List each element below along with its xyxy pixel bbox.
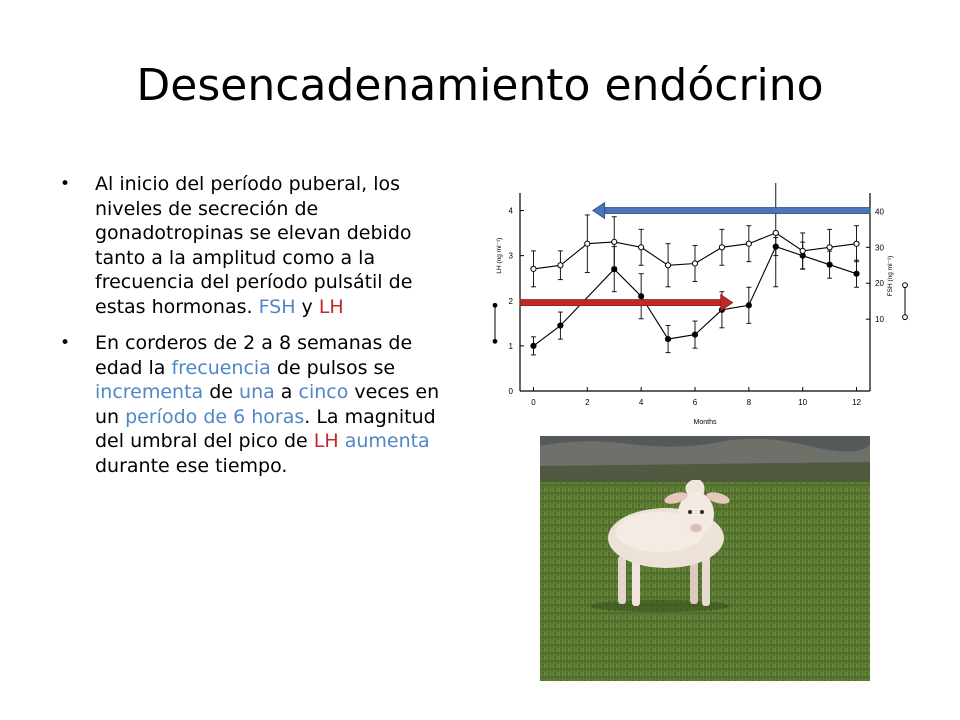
x-tick-label: 4 (638, 398, 644, 407)
bullet-marker: • (60, 174, 71, 194)
bullet-text-segment: LH (318, 295, 344, 318)
fsh-data-point (800, 248, 805, 253)
bullet-text-segment: durante ese tiempo. (95, 454, 288, 477)
bullet-item (58, 172, 458, 319)
x-axis-label: Months (693, 419, 717, 426)
bullet-text-segment: una (239, 381, 275, 403)
x-tick-label: 0 (531, 398, 536, 407)
lh-data-point (854, 271, 859, 276)
left-axis-label: LH (ng ml⁻¹) (496, 237, 503, 274)
right-tick-label: 20 (875, 279, 884, 289)
bullet-text-segment: de (203, 381, 240, 403)
bullet-text-segment: y (295, 295, 319, 318)
lh-fsh-chart (485, 183, 930, 433)
fsh-data-point (773, 230, 778, 235)
left-tick-label: 1 (508, 341, 513, 351)
lh-data-point (692, 332, 697, 337)
fsh-data-point (639, 245, 644, 250)
lh-data-point (746, 303, 751, 308)
bullet-item (58, 331, 458, 478)
bullet-marker: • (60, 333, 71, 353)
x-tick-label: 8 (746, 398, 752, 407)
lh-data-point (665, 337, 670, 342)
lh-legend-marker (493, 303, 498, 308)
fsh-data-point (612, 239, 617, 244)
left-tick-label: 3 (508, 251, 513, 261)
bullet-text-segment: Al inicio del período puberal, los niveles de secreción de gonadotropinas se elevan debido tanto a la amplitud como a la frecuencia del período pulsátil de estas hormonas. (95, 173, 413, 318)
bullet-text-segment: . La magnitud del umbral del pico de (95, 405, 436, 452)
right-tick-label: 40 (875, 207, 884, 217)
lh-trend-arrow (520, 295, 733, 311)
x-tick-label: 6 (692, 398, 698, 407)
fsh-data-point (585, 241, 590, 246)
lh-legend-marker (493, 339, 498, 344)
x-tick-label: 10 (798, 398, 808, 407)
fsh-trend-arrow-head (593, 203, 605, 219)
x-tick-label: 12 (852, 398, 861, 407)
lamb-photo (540, 436, 870, 681)
bullet-text-segment: En corderos de 2 a 8 semanas de edad la (95, 332, 413, 379)
fsh-data-point (746, 241, 751, 246)
fsh-data-point (719, 245, 724, 250)
right-axis-label: FSH (ng ml⁻¹) (887, 255, 894, 297)
fsh-data-point (558, 263, 563, 268)
bullet-text-segment: período de 6 horas (125, 405, 305, 428)
fsh-trend-arrow (593, 203, 870, 219)
fsh-legend-marker (903, 315, 908, 320)
fsh-legend-marker (903, 283, 908, 288)
fsh-trend-arrow-shaft (605, 208, 870, 214)
fsh-data-point (531, 266, 536, 271)
lh-data-point (531, 343, 536, 348)
fsh-data-point (665, 263, 670, 268)
bullet-text-segment: de pulsos se (270, 356, 396, 379)
left-tick-label: 4 (508, 206, 513, 216)
bullet-text-segment: LH (313, 430, 339, 452)
fsh-data-point (827, 245, 832, 250)
fsh-data-point (692, 261, 697, 266)
bullet-text-segment: aumenta (344, 430, 430, 452)
bullet-text-segment: FSH (258, 295, 296, 318)
x-tick-label: 2 (585, 398, 590, 407)
bullet-text-segment: frecuencia (171, 356, 271, 379)
bullet-text-segment: a (274, 381, 299, 403)
lh-trend-arrow-shaft (520, 300, 721, 306)
slide-title: Desencadenamiento endócrino (136, 60, 824, 111)
left-tick-label: 2 (508, 296, 513, 306)
right-tick-label: 10 (875, 315, 884, 325)
bullet-list (58, 172, 458, 490)
bullet-text-segment: cinco (298, 381, 349, 403)
lh-data-point (639, 294, 644, 299)
fsh-data-point (854, 241, 859, 246)
lh-data-point (558, 323, 563, 328)
bullet-text-segment: veces en un (95, 381, 440, 428)
left-tick-label: 0 (508, 387, 513, 396)
bullet-text-segment: incrementa (95, 381, 204, 403)
right-tick-label: 30 (875, 243, 884, 253)
